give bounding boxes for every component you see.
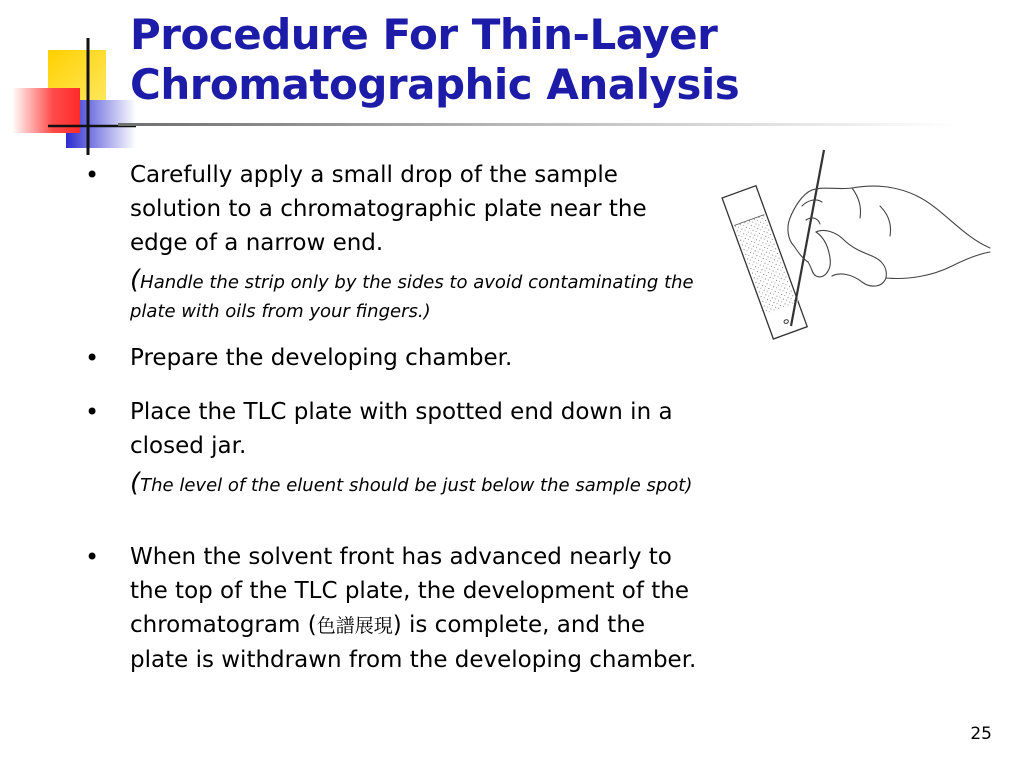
tlc-spotting-illustration bbox=[712, 148, 1002, 348]
bullet-dot: • bbox=[85, 398, 100, 426]
note-text: Handle the strip only by the sides to avoid contaminating the plate with oils from your fingers.) bbox=[130, 272, 694, 322]
bullet-dot: • bbox=[85, 344, 100, 372]
bullet-text bbox=[130, 341, 705, 375]
note-open-paren: ( bbox=[130, 265, 141, 295]
bullet-main-text: Place the TLC plate with spotted end down in a closed jar. bbox=[130, 399, 673, 459]
bullet-note bbox=[130, 266, 705, 326]
note-text: The level of the eluent should be just below the sample spot) bbox=[140, 475, 693, 496]
note-open-paren: ( bbox=[130, 468, 141, 498]
title-underline bbox=[118, 123, 958, 126]
bullet-text bbox=[130, 540, 705, 677]
page-title bbox=[130, 10, 930, 110]
bullet-cjk-term: 色譜展現 bbox=[316, 615, 393, 637]
bullet-text bbox=[130, 395, 705, 500]
bullet-note bbox=[130, 469, 705, 500]
bullet-main-text: Carefully apply a small drop of the sample solution to a chromatographic plate near the edge of a narrow end. bbox=[130, 162, 647, 256]
page-number: 25 bbox=[970, 724, 992, 744]
bullet-main-text: Prepare the developing chamber. bbox=[130, 345, 513, 371]
bullet-text-before: When the solvent front has advanced nearly to the top of the TLC plate, the development of the chromatogram ( bbox=[130, 544, 690, 638]
bullet-text bbox=[130, 158, 705, 326]
title-line-2: Chromatographic Analysis bbox=[130, 60, 740, 109]
bullet-dot: • bbox=[85, 543, 100, 571]
hand-outline bbox=[788, 186, 990, 286]
bullet-text-after: ) is complete, and the plate is withdrawn from the developing chamber. bbox=[130, 612, 697, 673]
capillary-tube bbox=[791, 150, 824, 326]
title-line-1: Procedure For Thin-Layer bbox=[130, 10, 718, 59]
bullet-dot: • bbox=[85, 161, 100, 189]
